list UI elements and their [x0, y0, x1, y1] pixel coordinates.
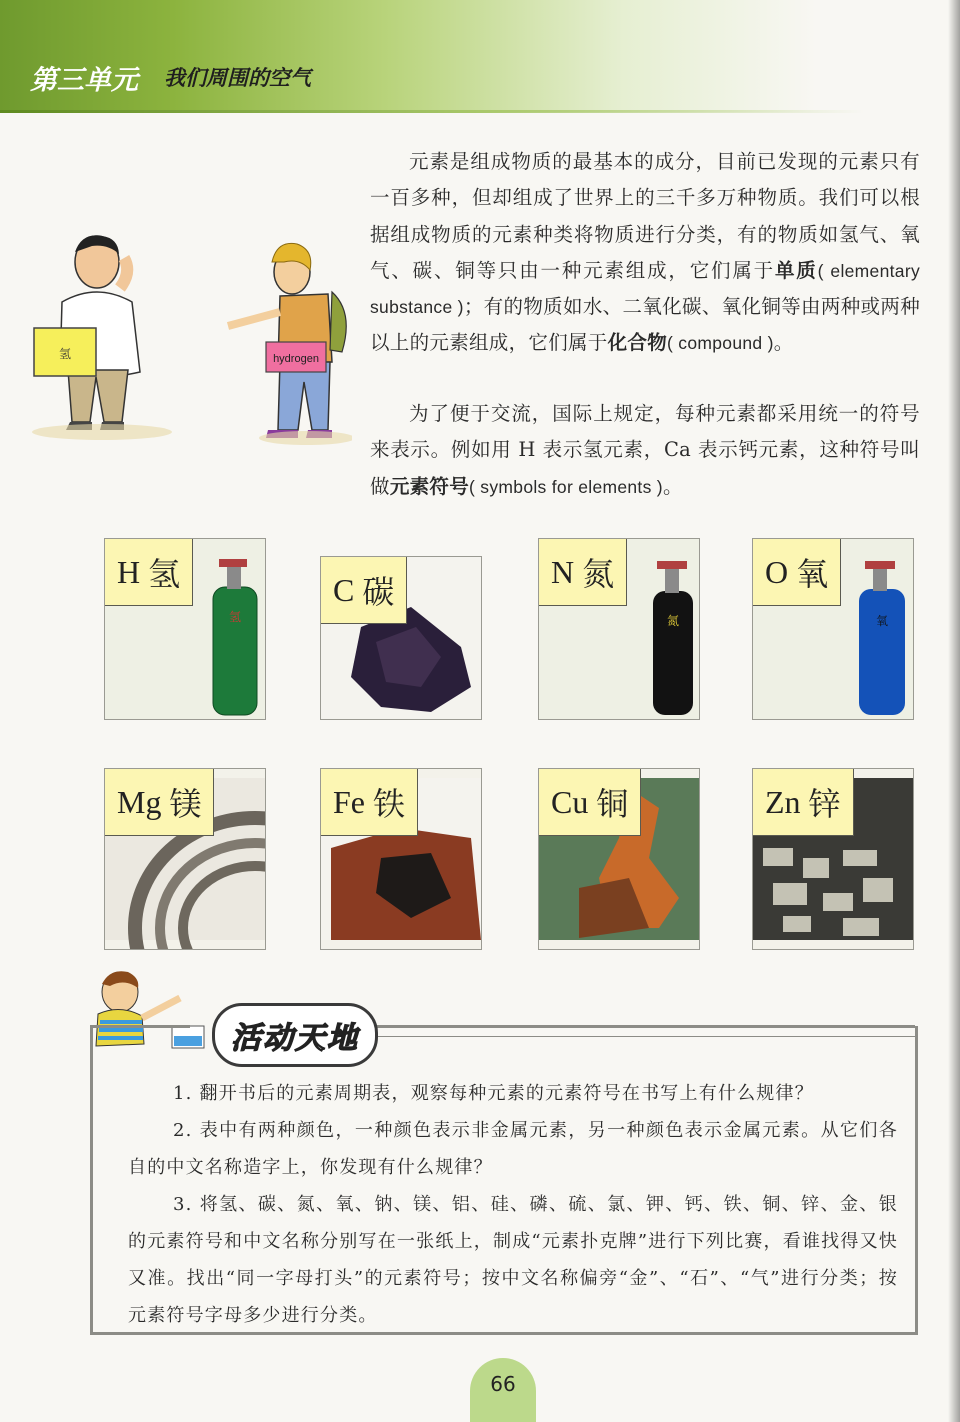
page-edge-shadow	[948, 0, 960, 1422]
unit-title: 我们周围的空气	[164, 66, 311, 90]
element-label-zinc: Zn 锌	[752, 768, 854, 836]
svg-text:氢: 氢	[228, 610, 242, 624]
element-label-hydrogen: H 氢	[104, 538, 193, 606]
element-label-oxygen: O 氧	[752, 538, 841, 606]
para2-text-a: 为了便于交流，国际上规定，每种元素都采用统一的符号来表示。例如用 H 表示氢元素，Ca 表示钙元素，这种符号叫做	[370, 402, 920, 498]
para1-text-a: 元素是组成物质的最基本的成分，目前已发现的元素只有一百多种，但却组成了世界上的三千多万种物质。我们可以根据组成物质的元素种类将物质进行分类，有的物质如氢气、氧气、碳、铜等只由一种元素组成，它们属于	[370, 150, 920, 282]
element-label-iron: Fe 铁	[320, 768, 418, 836]
paragraph-elements-intro	[370, 144, 920, 362]
element-label-magnesium: Mg 镁	[104, 768, 214, 836]
svg-text:氢: 氢	[58, 347, 72, 361]
element-label-copper: Cu 铜	[538, 768, 641, 836]
term-elementary-substance-en: ( elementary substance )	[370, 260, 920, 318]
svg-text:氮: 氮	[666, 614, 680, 628]
element-label-carbon: C 碳	[320, 556, 407, 624]
element-label-nitrogen: N 氮	[538, 538, 627, 606]
element-card-hydrogen	[104, 538, 266, 720]
element-card-zinc	[752, 768, 914, 950]
term-elementary-substance: 单质	[774, 258, 818, 282]
term-compound-en: ( compound )	[667, 333, 774, 354]
para2-text-b: 。	[662, 474, 683, 498]
activity-item-3: 3. 将氢、碳、氮、氧、钠、镁、铝、硅、磷、硫、氯、钾、钙、铁、铜、锌、金、银的元素符号和中文名称分别写在一张纸上，制成“元素扑克牌”进行下列比赛，看谁找得又快又准。找出“同一字母打头”的元素符号；按中文名称偏旁“金”、“石”、“气”进行分类；按元素符号字母多少进行分类。	[128, 1194, 898, 1326]
element-card-copper	[538, 768, 700, 950]
header-divider	[0, 110, 960, 113]
unit-label: 第三单元	[30, 65, 138, 96]
page-number: 66	[470, 1358, 536, 1422]
activity-item-1: 1. 翻开书后的元素周期表，观察每种元素的元素符号在书写上有什么规律？	[173, 1083, 814, 1104]
svg-text:hydrogen: hydrogen	[273, 353, 319, 365]
element-card-oxygen	[752, 538, 914, 720]
cartoon-illustration	[32, 232, 352, 452]
element-card-iron	[320, 768, 482, 950]
term-element-symbols-en: ( symbols for elements )	[469, 476, 663, 497]
activity-item-2: 2. 表中有两种颜色，一种颜色表示非金属元素，另一种颜色表示金属元素。从它们各自的中文名称造字上，你发现有什么规律？	[128, 1120, 898, 1178]
svg-text:氧: 氧	[875, 614, 889, 628]
para1-text-b: ；有的物质如水、二氧化碳、氧化铜等由两种或两种以上的元素组成，它们属于	[370, 295, 921, 355]
term-element-symbols: 元素符号	[389, 474, 470, 498]
unit-header-banner	[0, 0, 960, 112]
cartoon-boy-right	[228, 243, 346, 438]
para1-text-c: 。	[773, 331, 794, 355]
element-card-carbon	[320, 556, 482, 720]
paragraph-element-symbols	[370, 396, 920, 505]
pink-sign-right	[266, 342, 326, 372]
term-compound: 化合物	[607, 331, 668, 355]
activity-title: 活动天地	[212, 1003, 378, 1067]
element-card-nitrogen	[538, 538, 700, 720]
element-card-magnesium	[104, 768, 266, 950]
yellow-sign-left	[34, 328, 96, 376]
